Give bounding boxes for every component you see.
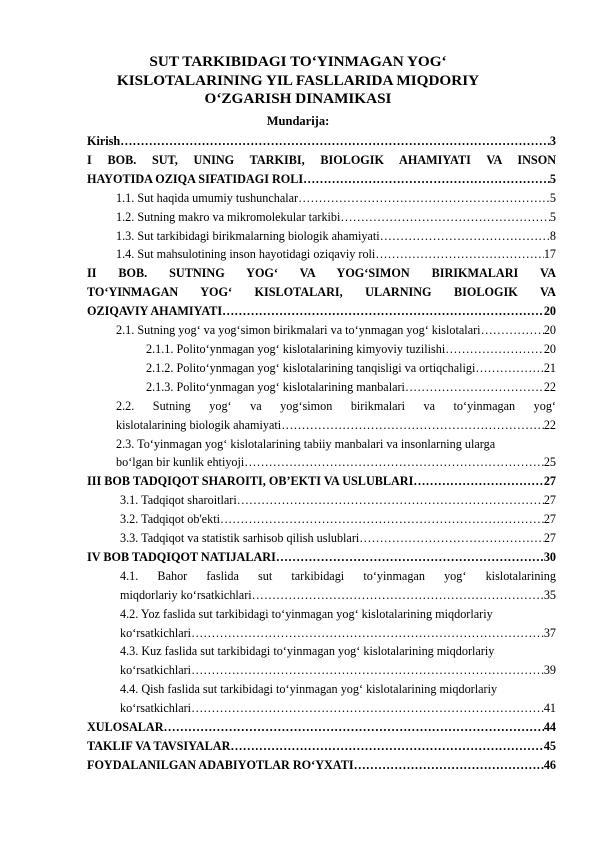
toc-page-number: 35 bbox=[543, 587, 556, 602]
toc-entry-text: ko‘rsatkichlari bbox=[120, 663, 192, 678]
toc-entry-text: 1.2. Sutning makro va mikromolekular tarkibi bbox=[116, 209, 341, 224]
toc-entry-4-3[interactable] bbox=[87, 642, 556, 680]
toc-leader-dots bbox=[222, 302, 544, 321]
toc-entry-text: 3.1. Tadqiqot sharoitlari bbox=[120, 493, 237, 508]
toc-entry-3-2[interactable] bbox=[87, 510, 556, 529]
toc-entry-3-3[interactable] bbox=[87, 529, 556, 548]
document-title bbox=[70, 53, 526, 109]
toc-entry-text: 2.1. Sutning yog‘ va yog‘simon birikmalari va to‘ynmagan yog‘ kislotalari bbox=[116, 323, 481, 338]
toc-page-number: 20 bbox=[543, 323, 556, 338]
toc-entry-text: I BOB. SUT, UNING TARKIBI, BIOLOGIK AHAMIYATI VA INSON bbox=[87, 152, 556, 167]
toc-page-number: 27 bbox=[543, 531, 556, 546]
toc-entry-text: XULOSALAR bbox=[87, 720, 164, 735]
toc-entry-bob-3[interactable] bbox=[87, 472, 556, 491]
toc-entry-2-2[interactable] bbox=[87, 397, 556, 435]
toc-page-number: 20 bbox=[543, 341, 556, 356]
toc-entry-1-2[interactable] bbox=[87, 208, 556, 227]
toc-entry-text: 4.1. Bahor faslida sut tarkibidagi to‘yinmagan yog‘ kislotalarining bbox=[120, 568, 556, 583]
toc-entry-xulosalar[interactable] bbox=[87, 718, 556, 737]
toc-entry-text: 2.1.2. Polito‘ynmagan yog‘ kislotalarining tanqisligi va ortiqchaligi bbox=[146, 360, 476, 375]
toc-leader-dots bbox=[413, 472, 543, 491]
toc-leader-dots bbox=[303, 170, 550, 189]
toc-leader-dots bbox=[276, 548, 544, 567]
toc-page-number: 44 bbox=[543, 720, 556, 735]
toc-entry-text: 2.1.3. Polito‘ynmagan yog‘ kislotalarining manbalari bbox=[146, 379, 405, 394]
toc-leader-dots bbox=[359, 529, 544, 548]
toc-page-number: 8 bbox=[549, 228, 556, 243]
toc-page-number: 20 bbox=[543, 304, 556, 319]
toc-leader-dots bbox=[340, 208, 549, 227]
title-line: O‘ZGARISH DINAMIKASI bbox=[204, 90, 392, 107]
toc-page-number: 27 bbox=[543, 512, 556, 527]
toc-entry-1-1[interactable] bbox=[87, 189, 556, 208]
toc-entry-text: IV BOB TADQIQOT NATIJALARI bbox=[87, 549, 276, 564]
toc-page-number: 27 bbox=[543, 493, 556, 508]
toc-entry-1-3[interactable] bbox=[87, 227, 556, 246]
toc-page-number: 17 bbox=[543, 247, 556, 262]
toc-leader-dots bbox=[281, 416, 544, 435]
toc-leader-dots bbox=[252, 586, 544, 605]
toc-leader-dots bbox=[191, 624, 544, 643]
toc-leader-dots bbox=[481, 321, 544, 340]
toc-leader-dots bbox=[375, 245, 544, 264]
toc-entry-2-1-2[interactable] bbox=[87, 359, 556, 378]
toc-entry-text: Kirish bbox=[87, 134, 121, 148]
toc-leader-dots bbox=[230, 737, 543, 756]
toc-leader-dots bbox=[405, 378, 544, 397]
title-line: SUT TARKIBIDAGI TO‘YINMAGAN YOG‘ bbox=[149, 53, 447, 70]
toc-page-number: 5 bbox=[549, 171, 556, 186]
toc-entry-text: 1.4. Sut mahsulotining inson hayotidagi oziqaviy roli bbox=[116, 247, 376, 262]
toc-entry-text: II BOB. SUTNING YOG‘ VA YOG‘SIMON BIRIKMALARI VA bbox=[87, 266, 556, 281]
toc-entry-text: OZIQAVIY AHAMIYATI bbox=[87, 304, 223, 319]
toc-entry-text: ko‘rsatkichlari bbox=[120, 625, 192, 640]
toc-entry-text: HAYOTIDA OZIQA SIFATIDAGI ROLI bbox=[87, 171, 304, 186]
toc-page-number: 30 bbox=[543, 549, 556, 564]
toc-leader-dots bbox=[120, 132, 550, 151]
toc-entry-bob-4[interactable] bbox=[87, 548, 556, 567]
toc-page-number: 21 bbox=[543, 360, 556, 375]
toc-entry-foydalanilgan[interactable] bbox=[87, 756, 556, 775]
toc-leader-dots bbox=[445, 340, 544, 359]
toc-entry-4-2[interactable] bbox=[87, 605, 556, 643]
toc-entry-text: kislotalarining biologik ahamiyati bbox=[116, 417, 282, 432]
toc-page-number: 5 bbox=[549, 190, 556, 205]
table-of-contents bbox=[87, 132, 556, 775]
toc-page-number: 22 bbox=[543, 379, 556, 394]
toc-page-number: 39 bbox=[543, 663, 556, 678]
toc-entry-text: 1.3. Sut tarkibidagi birikmalarning biologik ahamiyati bbox=[116, 228, 380, 243]
toc-entry-text: 2.2. Sutning yog‘ va yog‘simon birikmalari va to‘yinmagan yog‘ bbox=[116, 398, 556, 413]
toc-entry-text: 4.4. Qish faslida sut tarkibidagi to‘yinmagan yog‘ kislotalarining miqdorlariy bbox=[120, 682, 498, 697]
toc-entry-text: 2.1.1. Polito‘ynmagan yog‘ kislotalarining kimyoviy tuzilishi bbox=[146, 341, 446, 356]
toc-entry-text: 4.3. Kuz faslida sut tarkibidagi to‘yinmagan yog‘ kislotalarining miqdorlariy bbox=[120, 644, 495, 659]
toc-leader-dots bbox=[475, 359, 543, 378]
toc-leader-dots bbox=[237, 491, 544, 510]
toc-entry-2-3[interactable] bbox=[87, 435, 556, 473]
toc-entry-text: miqdorlariy ko‘rsatkichlari bbox=[120, 587, 252, 602]
toc-page-number: 41 bbox=[543, 701, 556, 716]
toc-entry-4-4[interactable] bbox=[87, 680, 556, 718]
toc-entry-2-1-1[interactable] bbox=[87, 340, 556, 359]
toc-entry-2-1[interactable] bbox=[87, 321, 556, 340]
toc-leader-dots bbox=[164, 718, 544, 737]
toc-entry-4-1[interactable] bbox=[87, 567, 556, 605]
toc-entry-2-1-3[interactable] bbox=[87, 378, 556, 397]
toc-leader-dots bbox=[220, 510, 544, 529]
toc-leader-dots bbox=[380, 227, 550, 246]
toc-page-number: 46 bbox=[543, 757, 556, 772]
toc-entry-text: 3.2. Tadqiqot ob'ekti bbox=[120, 512, 220, 527]
toc-entry-1-4[interactable] bbox=[87, 245, 556, 264]
toc-page-number: 22 bbox=[543, 417, 556, 432]
toc-leader-dots bbox=[354, 756, 544, 775]
toc-leader-dots bbox=[244, 453, 544, 472]
toc-leader-dots bbox=[191, 699, 544, 718]
toc-page-number: 25 bbox=[543, 455, 556, 470]
toc-entry-3-1[interactable] bbox=[87, 491, 556, 510]
toc-entry-text: bo‘lgan bir kunlik ehtiyoji bbox=[116, 455, 245, 470]
toc-page-number: 27 bbox=[543, 474, 556, 489]
toc-entry-bob-2[interactable] bbox=[87, 264, 556, 321]
toc-entry-kirish[interactable] bbox=[87, 132, 556, 151]
toc-entry-text: 3.3. Tadqiqot va statistik sarhisob qilish uslublari bbox=[120, 531, 360, 546]
toc-entry-text: FOYDALANILGAN ADABIYOTLAR RO‘YXATI bbox=[87, 757, 354, 772]
toc-leader-dots bbox=[298, 189, 550, 208]
toc-entry-text: ko‘rsatkichlari bbox=[120, 701, 192, 716]
toc-entry-text: TAKLIF VA TAVSIYALAR bbox=[87, 739, 231, 753]
toc-entry-text: 1.1. Sut haqida umumiy tushunchalar bbox=[116, 190, 299, 205]
toc-entry-text: 4.2. Yoz faslida sut tarkibidagi to‘yinmagan yog‘ kislotalarining miqdorlariy bbox=[120, 606, 493, 621]
toc-entry-text: III BOB TADQIQOT SHAROITI, OB’EKTI VA USLUBLARI bbox=[87, 474, 414, 489]
toc-entry-text: TO‘YINMAGAN YOG‘ KISLOTALARI, ULARNING BIOLOGIK VA bbox=[87, 285, 556, 300]
toc-page-number: 45 bbox=[543, 739, 556, 753]
toc-entry-text: 2.3. To‘yinmagan yog‘ kislotalarining tabiiy manbalari va insonlarning ularga bbox=[116, 436, 496, 451]
title-line: KISLOTALARINING YIL FASLLARIDA MIQDORIY bbox=[116, 71, 480, 89]
toc-entry-taklif[interactable] bbox=[87, 737, 556, 756]
toc-page-number: 37 bbox=[543, 625, 556, 640]
toc-heading: Mundarija: bbox=[266, 114, 330, 128]
toc-leader-dots bbox=[191, 661, 544, 680]
toc-page-number: 3 bbox=[549, 134, 556, 148]
toc-entry-bob-1[interactable] bbox=[87, 151, 556, 189]
toc-page-number: 5 bbox=[549, 209, 556, 224]
